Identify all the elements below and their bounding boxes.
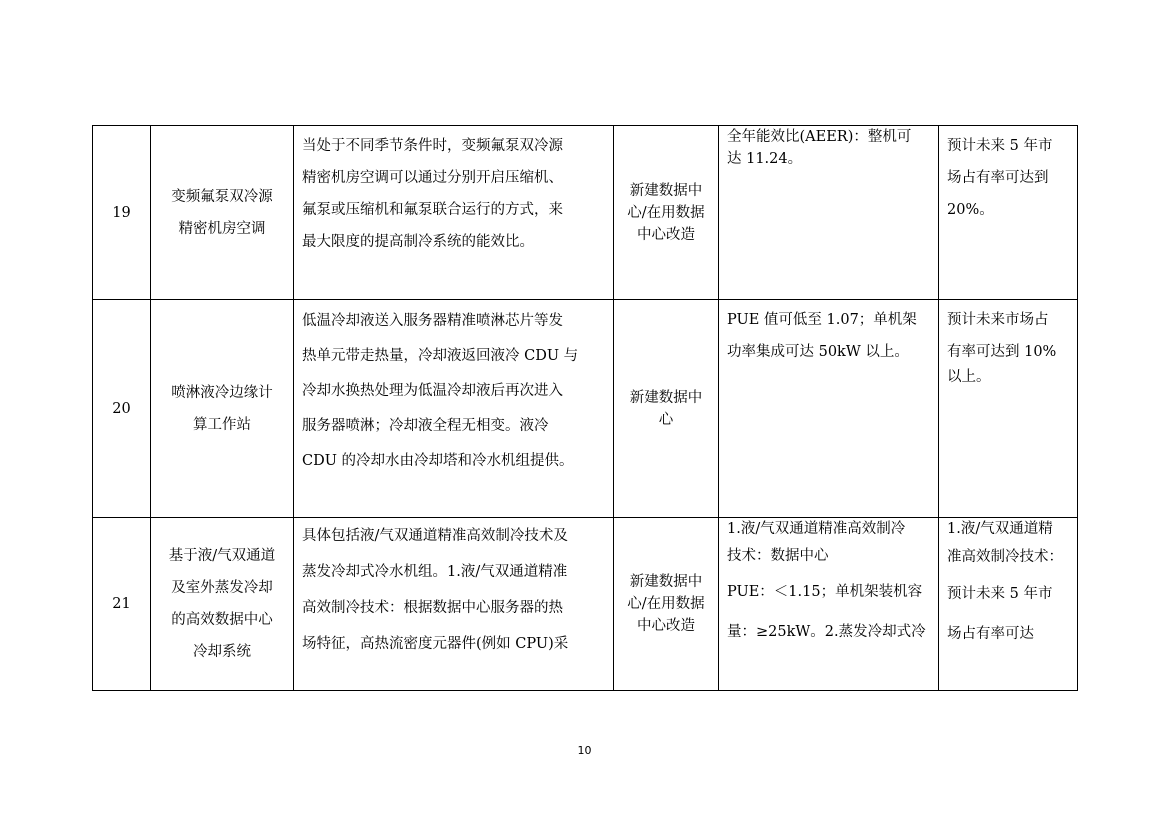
scope-line: 心 — [658, 411, 674, 428]
scope-line: 心/在用数据 — [627, 204, 705, 221]
table-row — [93, 300, 1078, 518]
scope-line: 中心改造 — [637, 226, 695, 243]
technology-name — [151, 126, 294, 300]
market-line: 以上。 — [947, 369, 991, 385]
row-number: 19 — [93, 126, 151, 300]
desc-line: 氟泵或压缩机和氟泵联合运行的方式，来 — [302, 202, 563, 218]
effect-line: 量：≥25kW。2.蒸发冷却式冷 — [727, 624, 926, 640]
scope-line: 新建数据中 — [629, 574, 703, 590]
market-line: 1.液/气双通道精 — [947, 521, 1053, 537]
market-line: 场占有率可达到 — [947, 170, 1049, 186]
scope-line: 心/在用数据 — [627, 596, 705, 612]
table-row — [93, 126, 1078, 300]
technology-description — [294, 126, 614, 300]
desc-line: 最大限度的提高制冷系统的能效比。 — [302, 234, 534, 250]
market-line: 预计未来 5 年市 — [947, 138, 1053, 154]
effect-line: 全年能效比(AEER)：整机可 — [727, 129, 912, 145]
effect-line: 1.液/气双通道精准高效制冷 — [727, 521, 906, 537]
effect-line: PUE：＜1.15；单机架装机容 — [727, 584, 923, 600]
name-line: 基于液/气双通道 — [168, 548, 276, 564]
desc-line: 当处于不同季节条件时，变频氟泵双冷源 — [302, 138, 563, 154]
market-line: 有率可达到 10% — [947, 344, 1057, 360]
scope-line: 新建数据中 — [629, 389, 703, 406]
desc-line: 低温冷却液送入服务器精准喷淋芯片等发 — [302, 313, 563, 329]
row-number: 20 — [93, 300, 151, 518]
scope-line: 新建数据中 — [629, 182, 703, 199]
effect-line: 功率集成可达 50kW 以上。 — [727, 344, 909, 360]
application-scope — [614, 518, 719, 691]
energy-effect — [719, 518, 939, 691]
technology-description — [294, 300, 614, 518]
desc-line: 冷却水换热处理为低温冷却液后再次进入 — [302, 383, 563, 399]
application-scope — [614, 300, 719, 518]
row-number: 21 — [93, 518, 151, 691]
table-row — [93, 518, 1078, 691]
desc-line: 高效制冷技术：根据数据中心服务器的热 — [302, 600, 563, 616]
technology-name — [151, 300, 294, 518]
market-share — [939, 300, 1078, 518]
name-line: 精密机房空调 — [178, 220, 266, 237]
market-line: 准高效制冷技术： — [947, 549, 1063, 565]
desc-line: 蒸发冷却式冷水机组。1.液/气双通道精准 — [302, 564, 568, 580]
effect-line: 达 11.24。 — [727, 151, 803, 167]
effect-line: PUE 值可低至 1.07；单机架 — [727, 312, 917, 328]
desc-line: CDU 的冷却水由冷却塔和冷水机组提供。 — [302, 453, 574, 469]
market-line: 预计未来市场占 — [947, 312, 1049, 328]
desc-line: 场特征，高热流密度元器件(例如 CPU)采 — [302, 636, 569, 652]
market-share — [939, 518, 1078, 691]
technology-name — [151, 518, 294, 691]
market-share — [939, 126, 1078, 300]
market-line: 场占有率可达 — [947, 626, 1034, 642]
market-line: 预计未来 5 年市 — [947, 586, 1053, 602]
energy-effect — [719, 126, 939, 300]
name-line: 变频氟泵双冷源 — [171, 188, 273, 205]
name-line: 冷却系统 — [193, 644, 251, 660]
market-line: 20%。 — [947, 202, 994, 218]
energy-effect — [719, 300, 939, 518]
application-scope — [614, 126, 719, 300]
effect-line: 技术：数据中心 — [727, 548, 829, 564]
desc-line: 热单元带走热量，冷却液返回液冷 CDU 与 — [302, 348, 579, 364]
scope-line: 中心改造 — [637, 618, 695, 634]
desc-line: 具体包括液/气双通道精准高效制冷技术及 — [302, 528, 568, 544]
desc-line: 精密机房空调可以通过分别开启压缩机、 — [302, 170, 563, 186]
desc-line: 服务器喷淋；冷却液全程无相变。液冷 — [302, 418, 549, 434]
name-line: 及室外蒸发冷却 — [171, 580, 273, 596]
name-line: 喷淋液冷边缘计 — [171, 384, 273, 401]
name-line: 的高效数据中心 — [171, 612, 273, 628]
technology-description — [294, 518, 614, 691]
page-number: 10 — [577, 744, 592, 757]
name-line: 算工作站 — [193, 416, 251, 433]
technology-table — [92, 125, 1078, 691]
